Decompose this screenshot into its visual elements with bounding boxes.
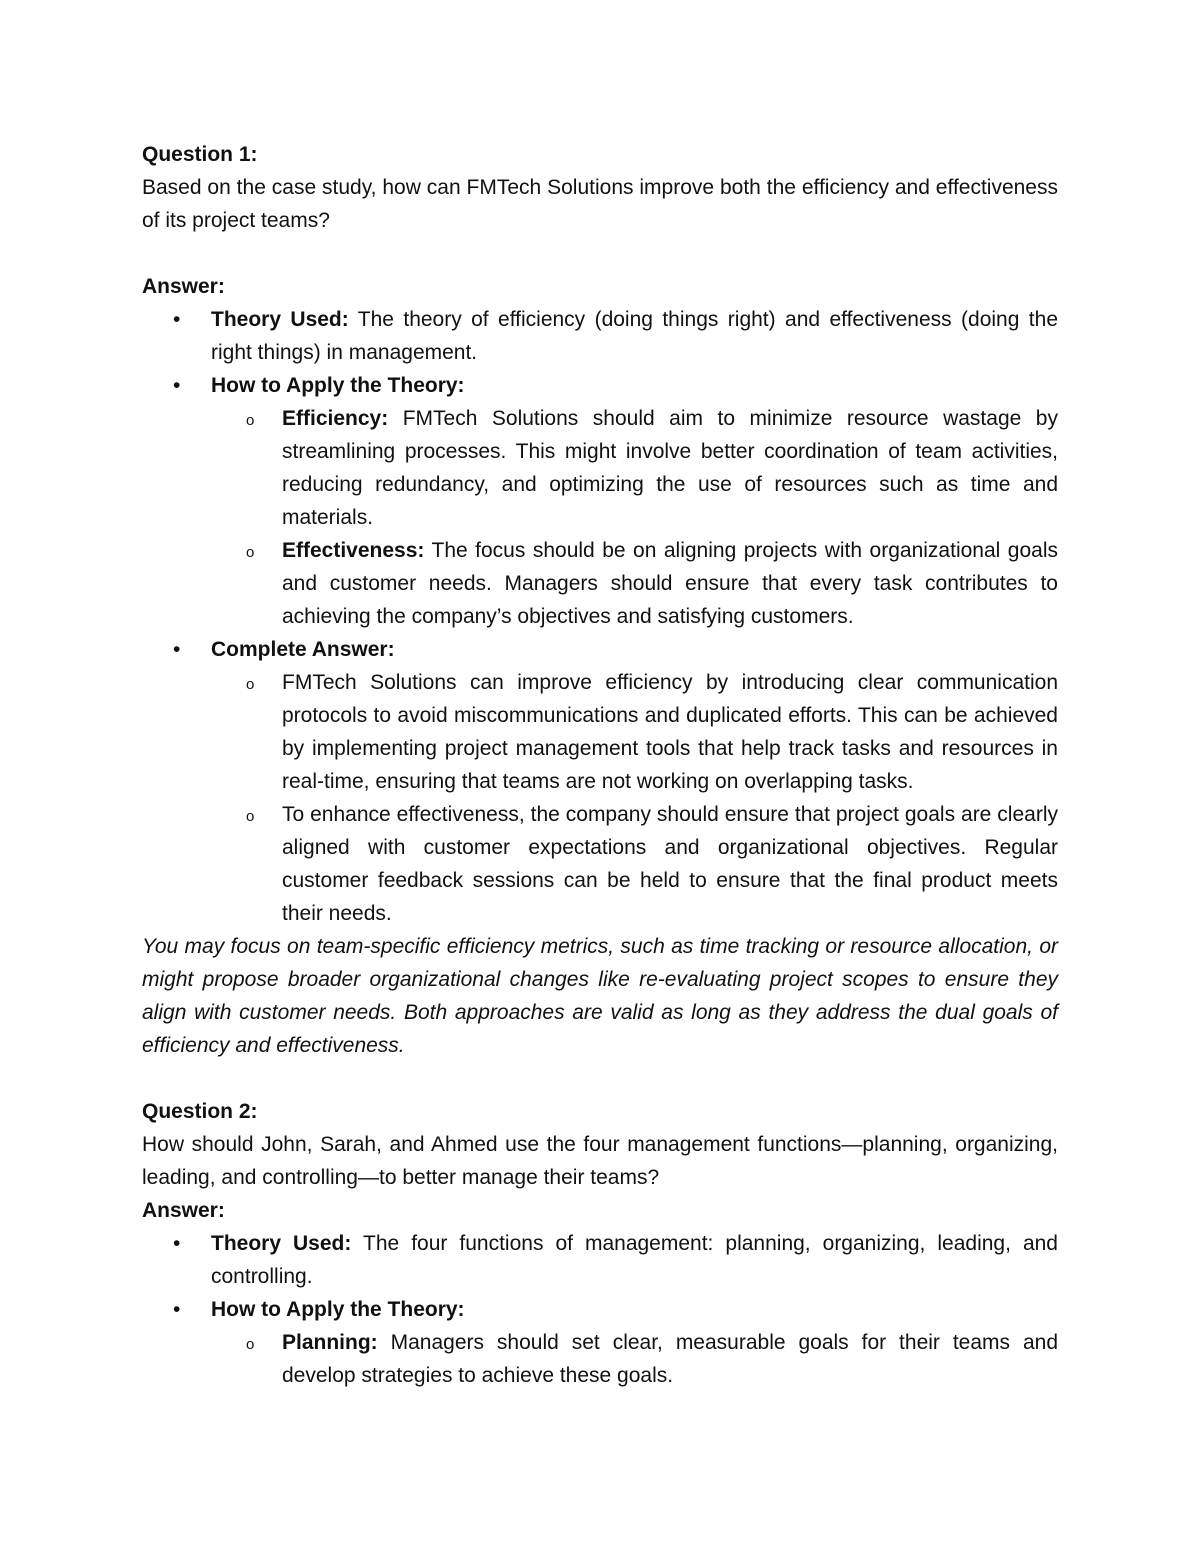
apply-item-label: Effectiveness: bbox=[282, 539, 425, 562]
answer-2-list bbox=[142, 1227, 1058, 1392]
answer-1-label: Answer: bbox=[142, 275, 225, 298]
question-2-text: How should John, Sarah, and Ahmed use the four management functions—planning, organizing, leading, and controlling—to better manage their teams? bbox=[142, 1133, 1058, 1189]
how-to-apply-sublist bbox=[211, 1326, 1058, 1392]
spacer bbox=[142, 237, 1058, 270]
theory-used-item bbox=[211, 1227, 1058, 1293]
answer-2-label: Answer: bbox=[142, 1199, 225, 1222]
how-to-apply-sublist bbox=[211, 402, 1058, 633]
apply-item-planning bbox=[282, 1326, 1058, 1392]
apply-item-effectiveness bbox=[282, 534, 1058, 633]
complete-answer-item bbox=[211, 633, 1058, 930]
question-1-heading: Question 1: bbox=[142, 143, 258, 166]
apply-item-label: Efficiency: bbox=[282, 407, 389, 430]
how-to-apply-label: How to Apply the Theory: bbox=[211, 374, 465, 397]
theory-used-label: Theory Used: bbox=[211, 1232, 352, 1255]
theory-used-text: The theory of efficiency (doing things right) and effectiveness (doing the right things) in management. bbox=[211, 308, 1058, 364]
complete-answer-sublist bbox=[211, 666, 1058, 930]
apply-item-label: Planning: bbox=[282, 1331, 378, 1354]
theory-used-text: The four functions of management: planning, organizing, leading, and controlling. bbox=[211, 1232, 1058, 1288]
how-to-apply-item bbox=[211, 369, 1058, 633]
question-1-text: Based on the case study, how can FMTech Solutions improve both the efficiency and effectiveness of its project teams? bbox=[142, 176, 1058, 232]
apply-item-efficiency bbox=[282, 402, 1058, 534]
answer-1-note: You may focus on team-specific efficiency metrics, such as time tracking or resource allocation, or might propose broader organizational changes like re-evaluating project scopes to ensure they align with customer needs. Both approaches are valid as long as they address the dual goals of efficiency and effectiveness. bbox=[142, 935, 1058, 1057]
question-2-heading: Question 2: bbox=[142, 1100, 258, 1123]
complete-answer-label: Complete Answer: bbox=[211, 638, 395, 661]
spacer bbox=[142, 1062, 1058, 1095]
how-to-apply-item bbox=[211, 1293, 1058, 1392]
apply-item-text: The focus should be on aligning projects with organizational goals and customer needs. Managers should ensure that every task contributes to achieving the company’s objectives and satisfying customers. bbox=[282, 539, 1058, 628]
how-to-apply-label: How to Apply the Theory: bbox=[211, 1298, 465, 1321]
complete-answer-point: o To enhance effectiveness, the company should ensure that project goals are clearly aligned with customer expectations and organizational objectives. Regular customer feedback sessions can be held to ensure that the final product meets their needs. bbox=[282, 798, 1058, 930]
complete-answer-point: o FMTech Solutions can improve efficiency by introducing clear communication protocols to avoid miscommunications and duplicated efforts. This can be achieved by implementing project management tools that help track tasks and resources in real-time, ensuring that teams are not working on overlapping tasks. bbox=[282, 666, 1058, 798]
apply-item-text: Managers should set clear, measurable goals for their teams and develop strategies to achieve these goals. bbox=[282, 1331, 1058, 1387]
theory-used-label: Theory Used: bbox=[211, 308, 349, 331]
theory-used-item bbox=[211, 303, 1058, 369]
document-page bbox=[142, 138, 1058, 1392]
apply-item-text: FMTech Solutions should aim to minimize resource wastage by streamlining processes. This might involve better coordination of team activities, reducing redundancy, and optimizing the use of resources such as time and materials. bbox=[282, 407, 1058, 529]
answer-1-list bbox=[142, 303, 1058, 930]
